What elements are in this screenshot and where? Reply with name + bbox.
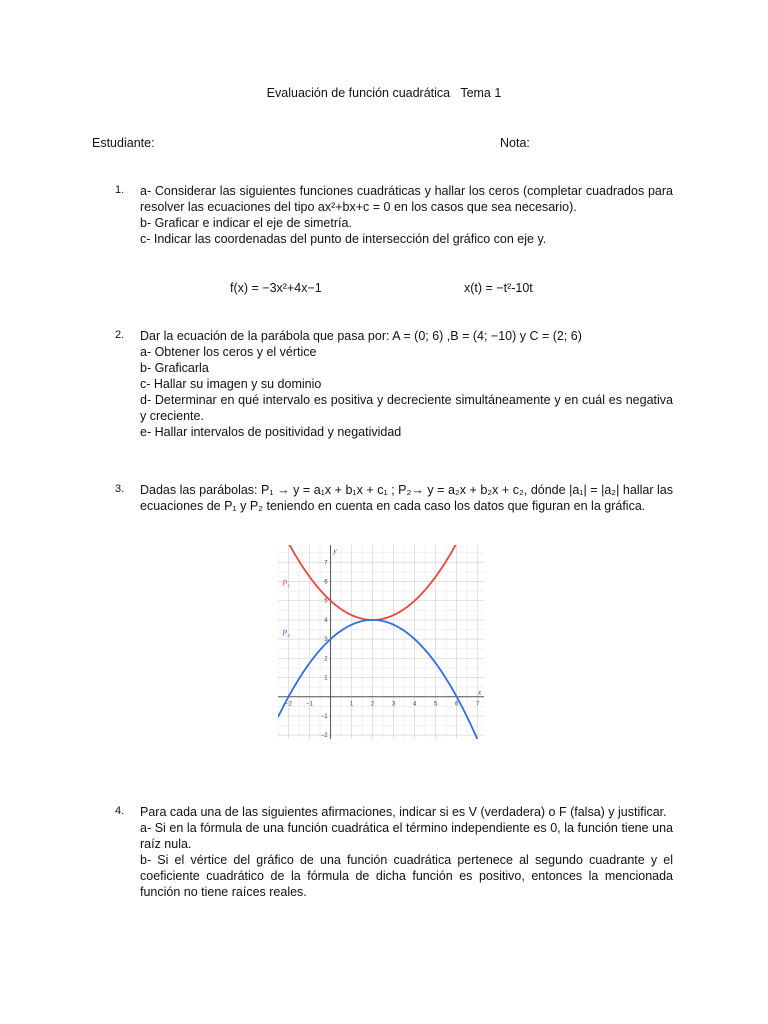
question-1-number: 1.	[115, 184, 125, 196]
question-2-e: e- Hallar intervalos de positividad y negatividad	[140, 425, 402, 439]
question-2-a: a- Obtener los ceros y el vértice	[140, 345, 317, 359]
question-1	[140, 183, 673, 247]
question-4-intro: Para cada una de las siguientes afirmaciones, indicar si es V (verdadera) o F (falsa) y justificar.	[140, 805, 667, 819]
question-4-a: a- Si en la fórmula de una función cuadrática el término independiente es 0, la función tiene una raíz nula.	[140, 821, 673, 851]
document-title: Evaluación de función cuadrática Tema 1	[266, 86, 502, 100]
question-3-text: Dadas las parábolas: P₁ → y = a₁x + b₁x + c₁ ; P₂→ y = a₂x + b₂x + c₂, dónde |a₁| = |a₂| hallar las ecuaciones de P₁ y P₂ teniendo en cuenta en cada caso los datos que figuran en la gráfica.	[140, 483, 673, 513]
question-1-b: b- Graficar e indicar el eje de simetría.	[140, 216, 352, 230]
question-2-c: c- Hallar su imagen y su dominio	[140, 377, 322, 391]
x-tick-label: −2	[285, 701, 292, 708]
question-2-intro: Dar la ecuación de la parábola que pasa por: A = (0; 6) ,B = (4; −10) y C = (2; 6)	[140, 329, 582, 343]
question-4	[140, 804, 673, 900]
y-tick-label: 6	[324, 579, 328, 586]
question-3	[140, 482, 673, 514]
question-2-b: b- Graficarla	[140, 361, 209, 375]
question-4-number: 4.	[115, 805, 125, 817]
formula-f: f(x) = −3x²+4x−1	[230, 281, 322, 295]
y-tick-label: 4	[324, 617, 328, 624]
x-axis-label: x	[478, 688, 482, 697]
formula-x: x(t) = −t²-10t	[464, 281, 533, 295]
x-tick-label: 7	[476, 701, 480, 708]
x-tick-label: 5	[433, 701, 438, 708]
student-label: Estudiante:	[92, 136, 155, 150]
question-1-c: c- Indicar las coordenadas del punto de intersección del gráfico con eje y.	[140, 232, 547, 246]
y-tick-label: 5	[324, 598, 328, 605]
question-2	[140, 328, 673, 440]
y-tick-label: 3	[324, 637, 328, 644]
grade-label: Nota:	[500, 136, 530, 150]
question-2-d: d- Determinar en qué intervalo es positiva y decreciente simultáneamente y en cuál es negativa y creciente.	[140, 393, 673, 423]
parabola-graph	[278, 545, 484, 739]
plot-background	[278, 545, 484, 739]
y-tick-label: 1	[324, 675, 328, 682]
label-p1: P₁	[282, 578, 290, 588]
x-tick-label: 3	[391, 701, 396, 708]
y-axis-label: y	[333, 547, 337, 555]
y-tick-label: 2	[324, 656, 328, 663]
question-3-number: 3.	[115, 483, 125, 495]
y-tick-label: −2	[320, 733, 328, 739]
y-tick-label: −1	[320, 713, 328, 720]
question-1-a: a- Considerar las siguientes funciones cuadráticas y hallar los ceros (completar cuadrados para resolver las ecuaciones del tipo ax²+bx+c = 0 en los casos que sea necesario).	[140, 184, 673, 214]
question-4-b: b- Si el vértice del gráfico de una función cuadrática pertenece al segundo cuadrante y el coeficiente cuadrático de la fórmula de dicha función es positivo, entonces la mencionada función no tiene raíces reales.	[140, 853, 673, 899]
label-p2: P₂	[282, 628, 290, 638]
y-tick-label: 7	[324, 560, 328, 567]
x-tick-label: 2	[370, 701, 375, 708]
x-tick-label: 6	[455, 701, 459, 708]
x-tick-label: 4	[412, 701, 417, 708]
question-2-number: 2.	[115, 329, 125, 341]
x-tick-label: −1	[306, 701, 313, 708]
x-tick-label: 1	[349, 701, 354, 708]
